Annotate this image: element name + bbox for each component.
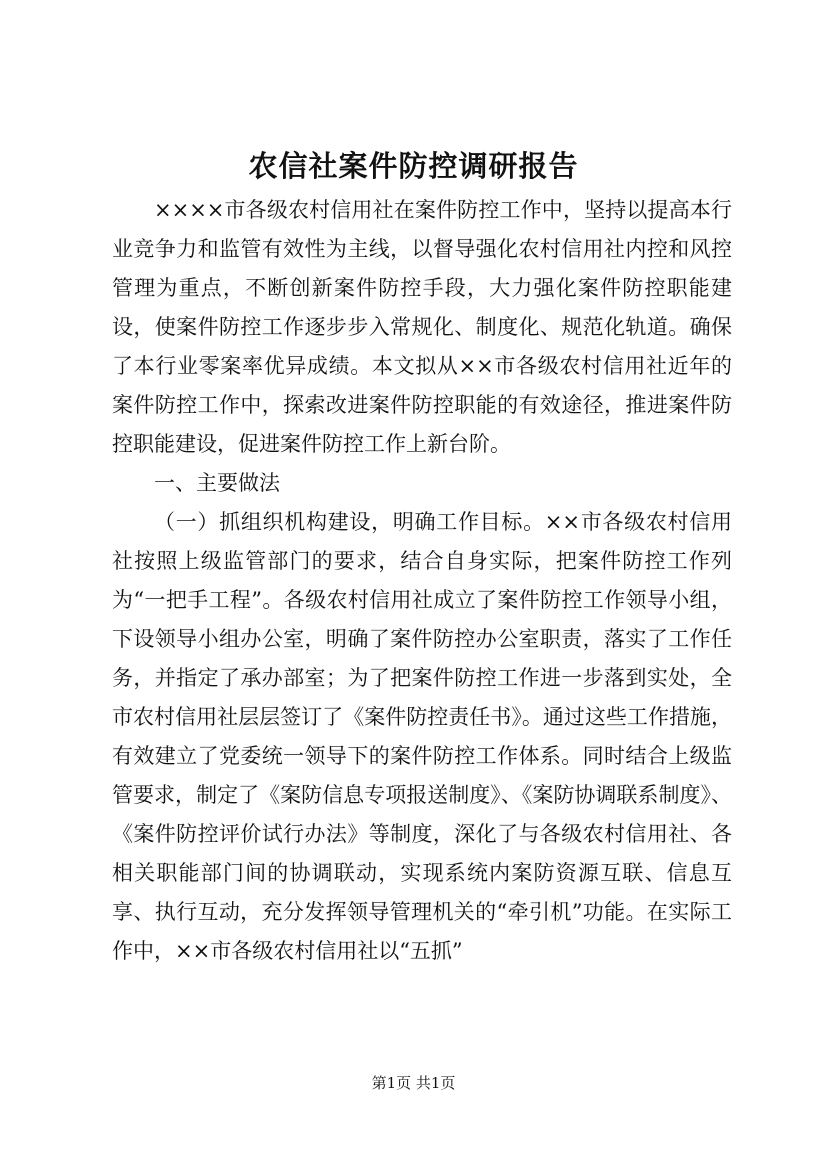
page-footer: 第1页 共1页: [371, 1074, 456, 1092]
subsection-paragraph: （一）抓组织机构建设，明确工作目标。××市各级农村信用社按照上级监管部门的要求，结合自身实际，把案件防控工作列为“一把手工程”。各级农村信用社成立了案件防控工作领导小组，下设领导小组办公室，明确了案件防控办公室职责，落实了工作任务，并指定了承办部室；为了把案件防控工作进一步落到实处，全市农村信用社层层签订了《案件防控责任书》。通过这些工作措施，有效建立了党委统一领导下的案件防控工作体系。同时结合上级监管要求，制定了《案防信息专项报送制度》、《案防协调联系制度》、《案件防控评价试行办法》等制度，深化了与各级农村信用社、各相关职能部门间的协调联动，实现系统内案防资源互联、信息互享、执行互动，充分发挥领导管理机关的“牵引机”功能。在实际工作中，××市各级农村信用社以“五抓”: [112, 510, 732, 963]
intro-paragraph: ××××市各级农村信用社在案件防控工作中，坚持以提高本行业竞争力和监管有效性为主线，以督导强化农村信用社内控和风控管理为重点，不断创新案件防控手段，大力强化案件防控职能建设，使案件防控工作逐步步入常规化、制度化、规范化轨道。确保了本行业零案率优异成绩。本文拟从××市各级农村信用社近年的案件防控工作中，探索改进案件防控职能的有效途径，推进案件防控职能建设，促进案件防控工作上新台阶。: [112, 198, 732, 456]
document-title: 农信社案件防控调研报告: [248, 149, 579, 183]
section-heading: 一、主要做法: [154, 471, 280, 495]
document-body: [112, 191, 732, 971]
